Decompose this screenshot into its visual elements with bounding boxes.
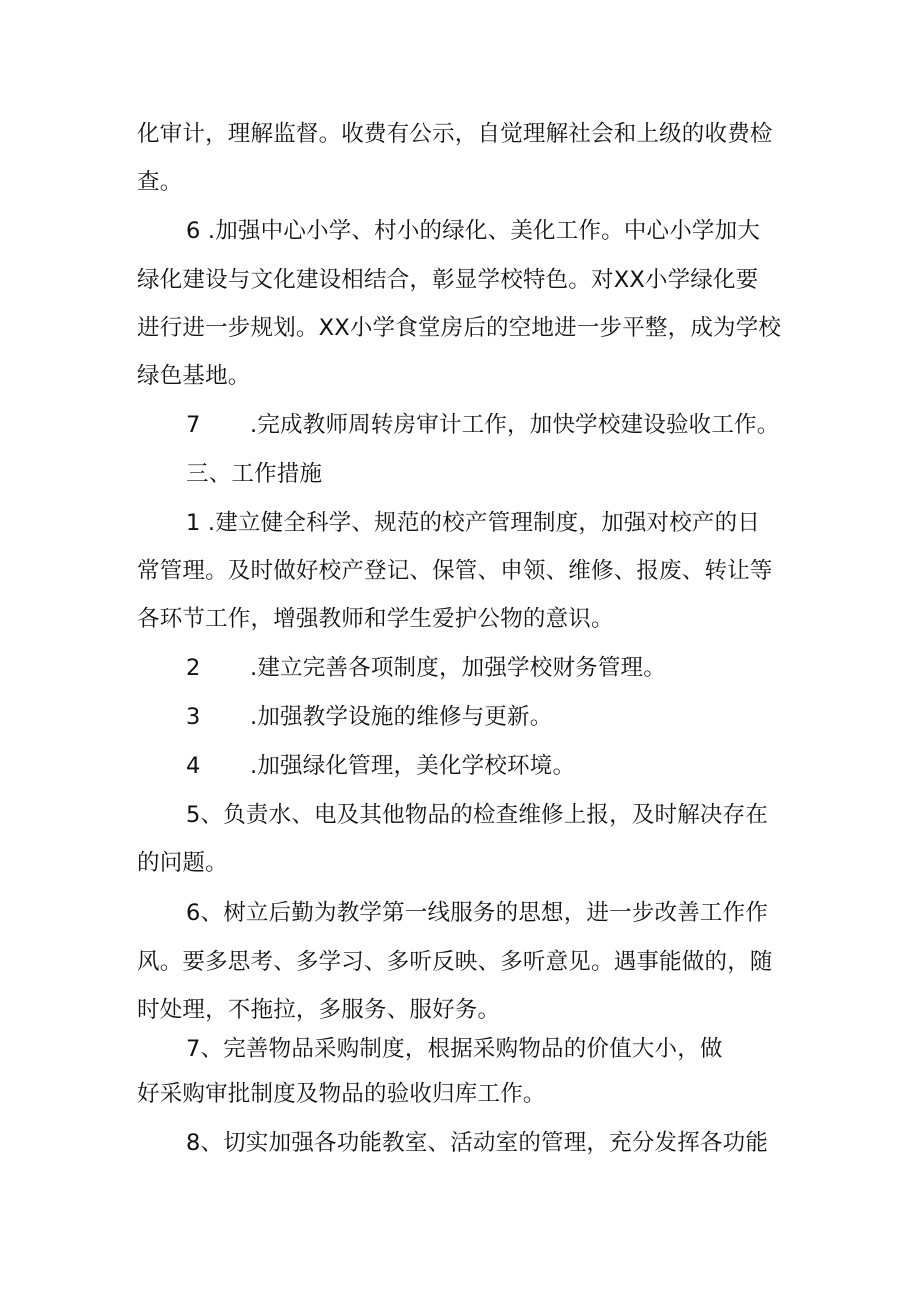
text-line: 好采购审批制度及物品的验收归库工作。 [137,1081,546,1107]
text-line: 绿化建设与文化建设相结合，彰显学校特色。对XX小学绿化要 [137,267,759,293]
text-line: 查。 [137,169,183,195]
text-line: 常管理。及时做好校产登记、保管、申领、维修、报废、转让等 [137,558,773,584]
section-heading: 三、工作措施 [186,461,323,487]
text-line: 6 .加强中心小学、村小的绿化、美化工作。中心小学加大 [186,218,761,244]
list-number: 4 [186,753,201,779]
text-line: 进行进一步规划。XX小学食堂房后的空地进一步平整，成为学校 [137,315,782,341]
list-number: 7 [186,412,201,438]
text-line: .建立完善各项制度，加强学校财务管理。 [250,655,666,681]
text-line: 7、完善物品采购制度，根据采购物品的价值大小，做 [186,1036,723,1062]
text-line: 8、切实加强各功能教室、活动室的管理，充分发挥各功能 [186,1130,769,1156]
text-line: 各环节工作，增强教师和学生爱护公物的意识。 [137,606,614,632]
text-line: 的问题。 [137,850,228,876]
text-line: 时处理，不拖拉，多服务、服好务。 [137,997,501,1023]
text-line: 6、树立后勤为教学第一线服务的思想，进一步改善工作作 [186,900,769,926]
list-number: 3 [186,704,201,730]
text-line: 1 .建立健全科学、规范的校产管理制度，加强对校产的日 [186,510,761,536]
text-line: .完成教师周转房审计工作，加快学校建设验收工作。 [250,412,780,438]
text-line: 化审计，理解监督。收费有公示，自觉理解社会和上级的收费检 [137,121,773,147]
text-line: 风。要多思考、多学习、多听反映、多听意见。遇事能做的，随 [137,949,773,975]
text-line: .加强教学设施的维修与更新。 [250,704,553,730]
text-line: 绿色基地。 [137,363,251,389]
text-line: 5、负责水、电及其他物品的检查维修上报，及时解决存在 [186,802,769,828]
list-number: 2 [186,655,201,681]
text-line: .加强绿化管理，美化学校环境。 [250,753,576,779]
